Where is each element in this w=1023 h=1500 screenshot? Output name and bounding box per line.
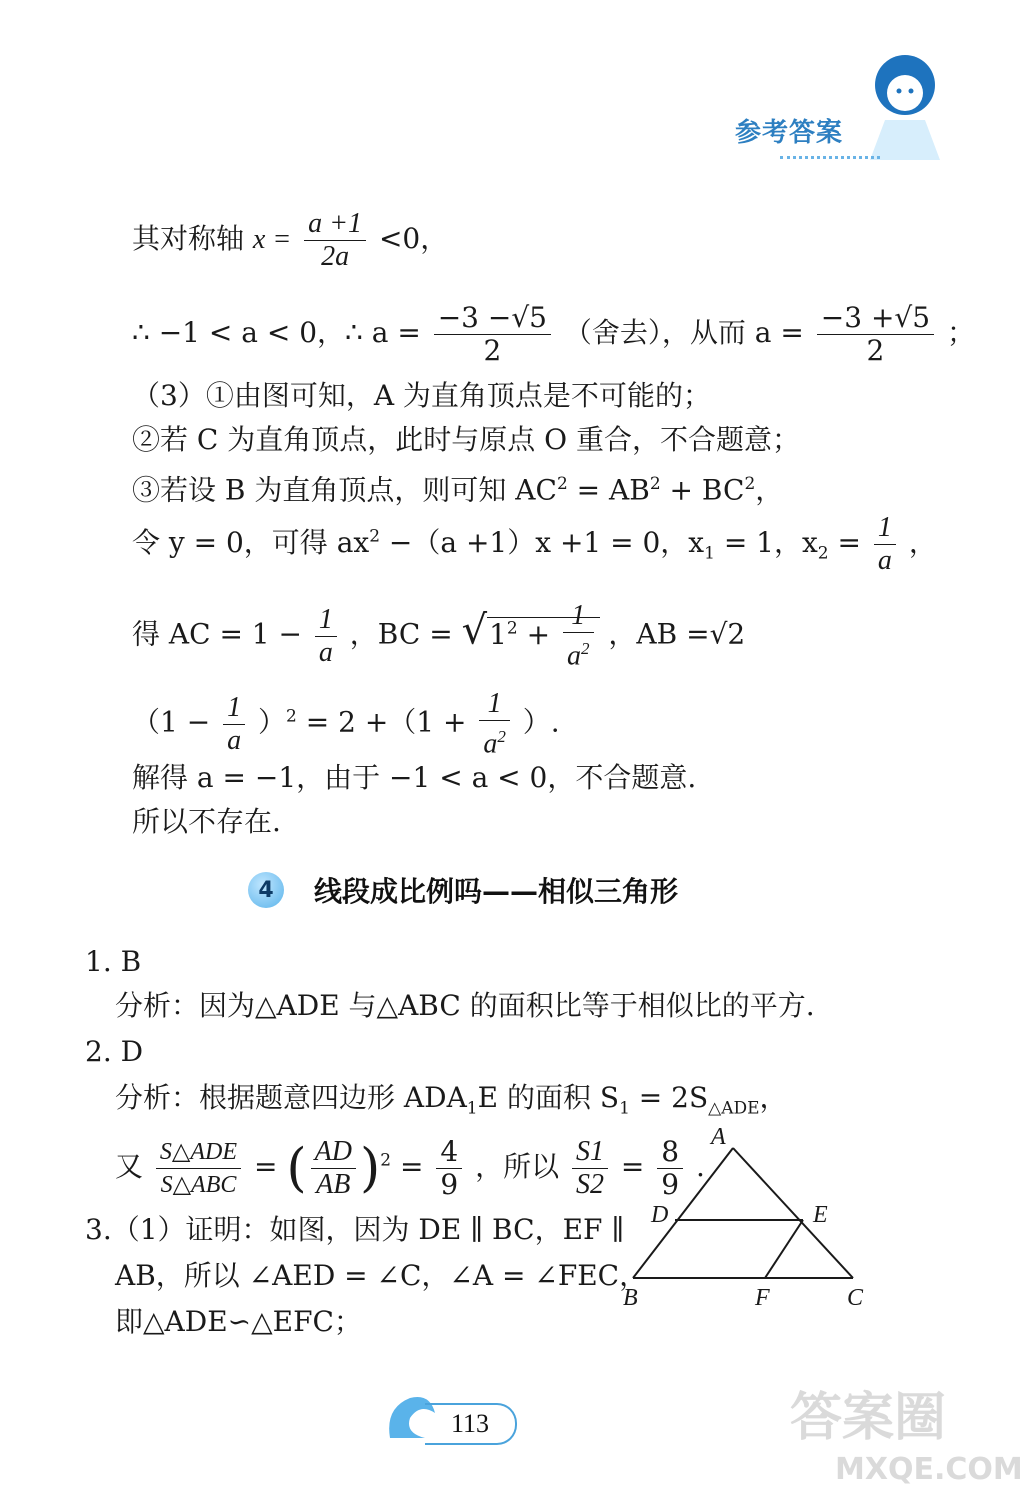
answer-3-line-2: AB，所以 ∠AED = ∠C，∠A = ∠FEC， [115,1259,648,1292]
answer-1: 1. B [85,945,142,978]
answer-key-header: 参考答案 [735,118,844,148]
solution-line-9: 解得 a = −1，由于 −1 < a < 0，不合题意. [132,761,697,794]
segment-ac [733,1148,853,1278]
section-heading [248,868,678,912]
label-c: C [847,1285,864,1311]
solution-line-2: ∴ −1 < a < 0，∴ a = $\frac{-3 -√5}{2}$ （舍去），从而 a = $\frac{-3 +√5}{2}$ ； [132,301,975,367]
solution-line-6: 令 y = 0，可得 $ax^2 -(a +1)x +1 = 0$，$x_1 = 1$，$x_2$ = $\frac{1}{a}$ ， [132,512,937,576]
solution-line-5: ③若设 B 为直角顶点，则可知 $AC^2 = AB^2 + BC^2$， [132,473,784,507]
label-a: A [711,1124,726,1150]
answer-3-line-1: 3.（1）证明：如图，因为 DE ∥ BC，EF ∥ [85,1213,625,1246]
solution-line-4: ②若 C 为直角顶点，此时与原点 O 重合，不合题意； [132,423,800,456]
answer-1-analysis: 分析：因为△ADE 与△ABC 的面积比等于相似比的平方. [115,989,815,1022]
watermark-url: MXQE.COM [835,1452,1023,1487]
answer-2: 2. D [85,1035,144,1068]
label-e: E [813,1202,828,1228]
answer-2-analysis: 分析：根据题意四边形 $ADA_1E$ 的面积 $S_1 = 2S_{\triangle ADE}$， [115,1081,788,1119]
segment-ef [765,1220,803,1278]
answer-3-line-3: 即△ADE∽△EFC； [115,1305,362,1338]
label-f: F [755,1285,770,1311]
solution-line-3: （3）①由图可知，A 为直角顶点是不可能的； [132,379,711,412]
segment-ab [633,1148,733,1278]
solution-line-10: 所以不存在. [132,805,281,838]
solution-line-8: （1 − $\frac{1}{a}$ ）$^2$ = 2 +（1 + $\frac{1}{a^2}$ ）. [132,688,560,760]
triangle-figure [615,1120,885,1315]
label-d: D [651,1202,669,1228]
solution-line-7: 得 AC = 1 − $\frac{1}{a}$ ，BC = $√1^2$ + $\frac{1}{a^2}$ ，AB =√2 [132,600,746,672]
section-title: 线段成比例吗——相似三角形 [314,875,679,908]
section-number-badge: 4 [248,872,284,908]
header-mascot [860,45,950,165]
page-number: 113 [450,1409,490,1438]
header-underline [780,150,880,159]
solution-line-1: 其对称轴 x = $\frac{a +1}{2a}$ <0， [132,208,449,272]
watermark: 答案圈 [790,1388,947,1448]
label-b: B [623,1285,638,1311]
page-number-box [425,1403,517,1445]
answer-2-equation: 又 $\frac{\text{S△ADE}}{\text{S△ABC}}$ = ( $\frac{AD}{AB}$ )$^2$ = $\frac{4}{9}$ ，所以 $\frac{S1}{S2}$ = $\frac{8}{9}$ . [115,1135,705,1201]
